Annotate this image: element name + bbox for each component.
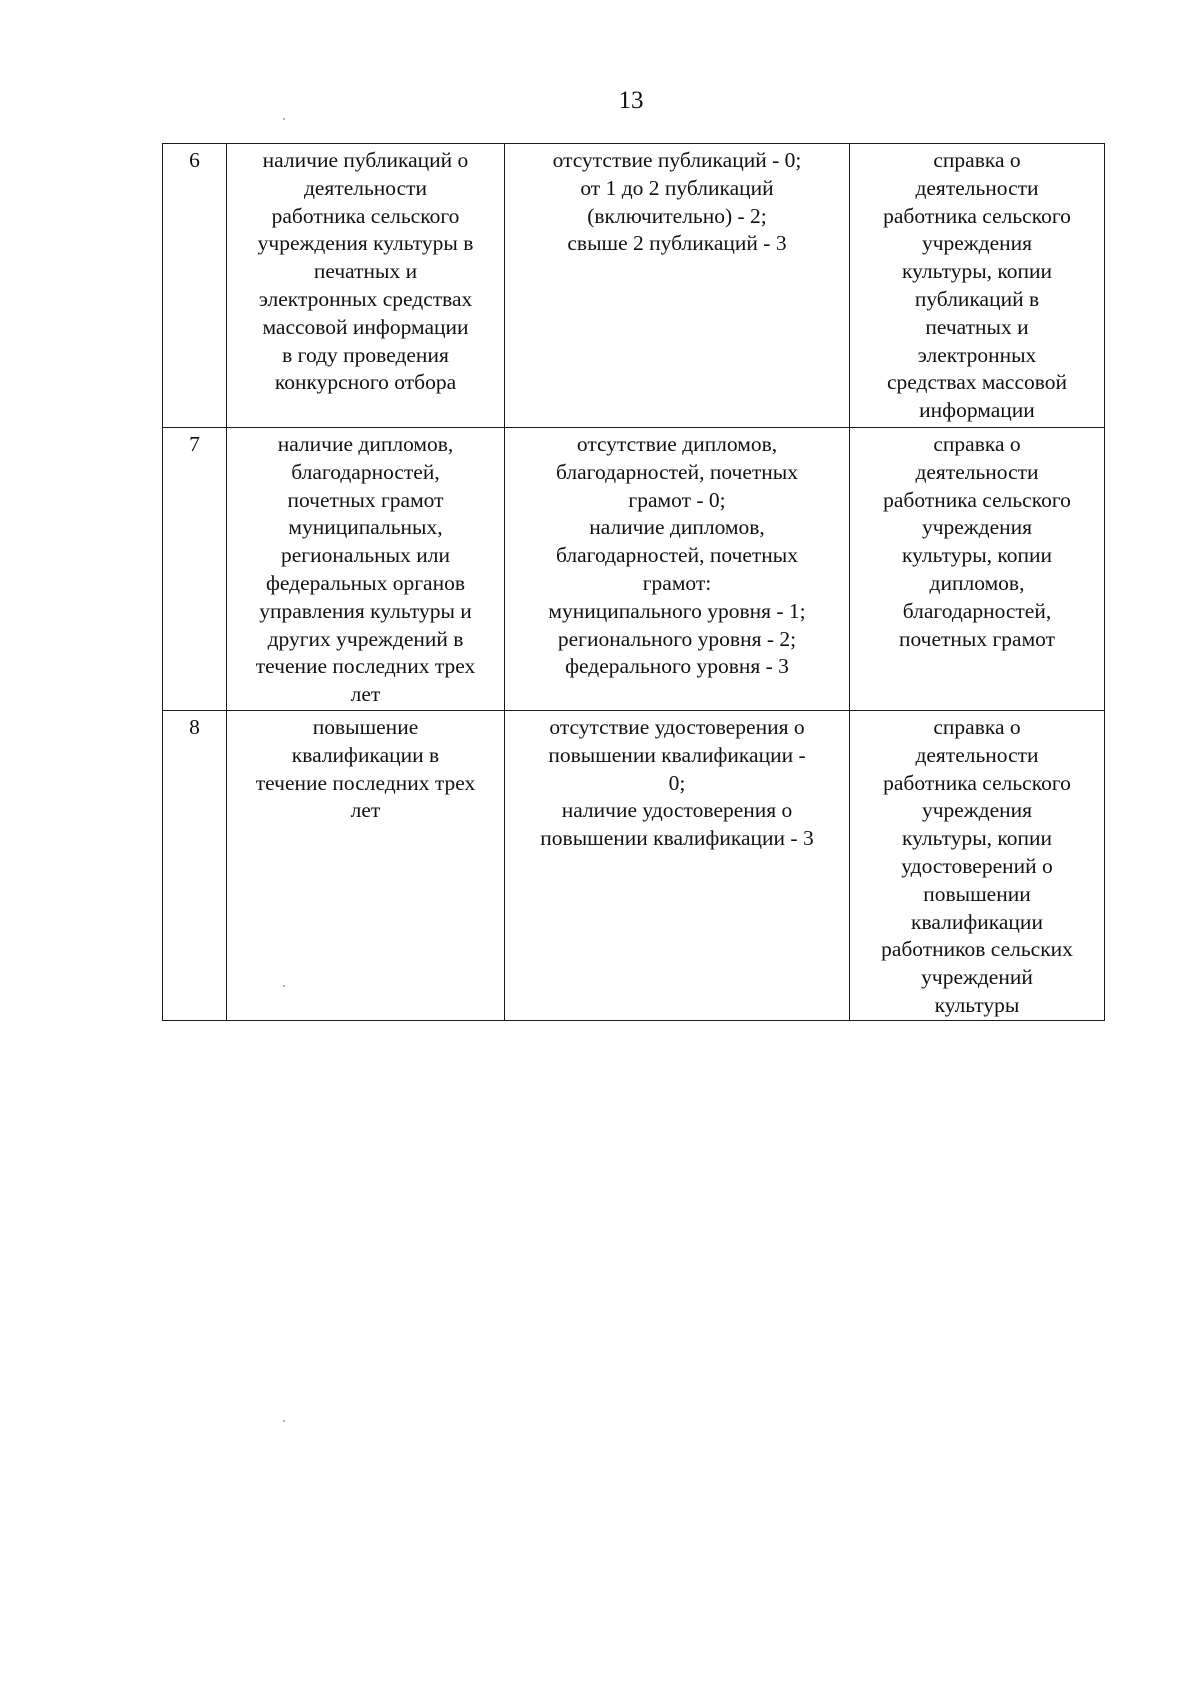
table-row (163, 144, 1105, 428)
documents-line: работников сельских (881, 937, 1073, 962)
row-number: 6 (189, 148, 200, 172)
scoring-line: наличие удостоверения о (561, 798, 793, 823)
scoring-line: отсутствие публикаций - 0; (552, 148, 802, 172)
scoring-line: благодарностей, почетных (555, 543, 798, 568)
criterion-line: муниципальных, (288, 515, 443, 540)
scoring-line: благодарностей, почетных (555, 459, 798, 484)
row-number: 8 (189, 715, 200, 739)
documents-line: печатных и (925, 314, 1029, 339)
scoring-line: федерального уровня - 3 (565, 654, 789, 679)
documents-line: деятельности (915, 742, 1039, 767)
documents-line: деятельности (915, 175, 1039, 200)
criterion-cell (227, 711, 505, 1021)
documents-line: квалификации (911, 909, 1043, 934)
criterion-line: течение последних трех (255, 770, 476, 795)
criterion-line: региональных или (281, 543, 450, 568)
criterion-line: деятельности (303, 175, 428, 200)
scan-speck (283, 1420, 285, 1422)
criterion-line: лет (350, 682, 381, 707)
criterion-cell (227, 428, 505, 711)
scoring-line: повышении квалификации - (548, 742, 806, 767)
row-number-cell (163, 428, 227, 711)
scoring-line: повышении квалификации - 3 (540, 826, 814, 851)
documents-line: справка о (933, 715, 1021, 739)
criterion-line: лет (350, 798, 381, 823)
documents-line: работника сельского (883, 487, 1071, 512)
scoring-line: наличие дипломов, (589, 515, 765, 540)
criterion-line: почетных грамот (287, 487, 444, 512)
documents-line: благодарностей, (902, 598, 1052, 623)
scan-speck (283, 985, 285, 987)
criterion-line: учреждения культуры в (257, 231, 474, 256)
scoring-line: грамот: (642, 570, 712, 595)
criterion-line: благодарностей, (291, 459, 440, 484)
criterion-line: в году проведения (282, 342, 449, 367)
documents-line: учреждения (921, 231, 1033, 256)
documents-line: культуры, копии (901, 259, 1053, 284)
scoring-line: муниципального уровня - 1; (548, 598, 806, 623)
row-number-cell (163, 711, 227, 1021)
scoring-line: (включительно) - 2; (587, 203, 767, 228)
criterion-line: федеральных органов (265, 570, 466, 595)
scoring-cell (505, 711, 850, 1021)
documents-line: удостоверений о (901, 853, 1053, 878)
scoring-line: отсутствие дипломов, (576, 432, 778, 456)
row-number-cell (163, 144, 227, 428)
table-row (163, 711, 1105, 1021)
documents-line: средствах массовой (886, 370, 1068, 395)
scoring-line: отсутствие удостоверения о (549, 715, 805, 739)
criterion-line: электронных средствах (258, 286, 473, 311)
scoring-line: от 1 до 2 публикаций (580, 175, 774, 200)
criterion-line: наличие публикаций о (262, 148, 469, 172)
documents-line: электронных (917, 342, 1037, 367)
documents-line: учреждения (921, 515, 1033, 540)
documents-line: учреждения (921, 798, 1033, 823)
criteria-table (162, 143, 1105, 1021)
documents-line: культуры (934, 992, 1020, 1017)
documents-line: работника сельского (883, 770, 1071, 795)
documents-line: повышении (923, 881, 1031, 906)
documents-line: дипломов, (929, 570, 1025, 595)
scoring-line: грамот - 0; (628, 487, 726, 512)
documents-line: деятельности (915, 459, 1039, 484)
criterion-line: наличие дипломов, (277, 432, 454, 456)
documents-line: культуры, копии (901, 543, 1053, 568)
documents-line: почетных грамот (898, 626, 1056, 651)
page-number: 13 (618, 87, 644, 114)
documents-line: публикаций в (914, 286, 1040, 311)
criterion-line: управления культуры и (259, 598, 472, 623)
documents-cell (850, 144, 1105, 428)
scoring-cell (505, 144, 850, 428)
table-row (163, 428, 1105, 711)
documents-line: справка о (933, 148, 1021, 172)
criterion-line: других учреждений в (267, 626, 464, 651)
criterion-line: печатных и (313, 259, 418, 284)
documents-cell (850, 711, 1105, 1021)
scoring-line: свыше 2 публикаций - 3 (567, 231, 787, 256)
documents-line: учреждений (921, 965, 1033, 990)
documents-line: работника сельского (883, 203, 1071, 228)
documents-cell (850, 428, 1105, 711)
row-number: 7 (189, 432, 200, 456)
documents-line: справка о (933, 432, 1021, 456)
criterion-line: повышение (312, 715, 419, 739)
criterion-cell (227, 144, 505, 428)
documents-line: информации (919, 398, 1035, 423)
scoring-line: 0; (668, 770, 686, 795)
scan-speck (283, 118, 285, 120)
scoring-line: регионального уровня - 2; (557, 626, 797, 651)
criterion-line: квалификации в (291, 742, 440, 767)
scoring-cell (505, 428, 850, 711)
documents-line: культуры, копии (901, 826, 1053, 851)
criterion-line: течение последних трех (255, 654, 476, 679)
criterion-line: массовой информации (262, 314, 469, 339)
criterion-line: работника сельского (271, 203, 460, 228)
criterion-line: конкурсного отбора (274, 370, 457, 395)
